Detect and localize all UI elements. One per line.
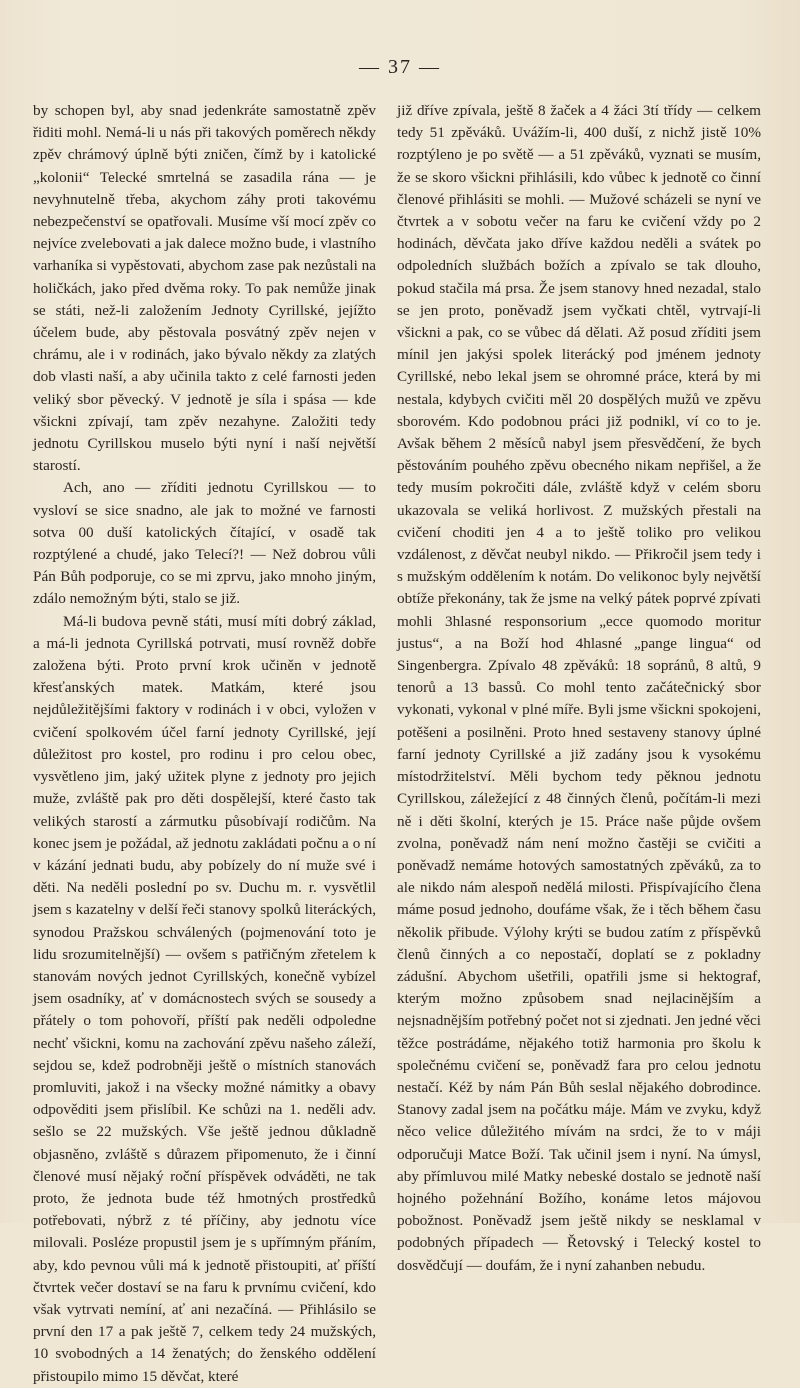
paragraph: Má-li budova pevně státi, musí míti dobrý základ, a má-li jednota Cyrillská potrvati, musí rovněž dobře založena býti. Proto první krok učiněn v jednotě křesťanských matek. Matkám, které jsou nejdůležitějšími faktory v rodinách i v obci, vyložen v cvičení spolkovém účel farní jednoty Cyrillské, její důležitost pro kostel, pro rodinu i pro celou obec, vysvětleno jim, jaký užitek plyne z jednoty pro jejich muže, zvláště pak pro děti dospělejší, které často tak velikých starostí a zármutku působívají rodičům. Na konec jsem je požádal, až jednotu zakládati počnu a o ní v kázání jednati budu, aby pobízely do ní muže své i děti. Na neděli poslední po sv. Duchu m. r. vysvětlil jsem s kazatelny v delší řeči stanovy spolků literáckých, synodou Pražskou schválených (pojmenování toto je lidu srozumitelnější) — ovšem s patřičným zřetelem k stanovám nových jednot Cyrillských, konečně vybízel jsem osadníky, ať v domácnostech svých se sousedy a přátely o tom pohovoří, příští pak neděli odpoledne nechť všickni, komu na zachování zpěvu našeho záleží, sejdou se, kdež podrobněji ještě o místních stanovách promluviti, jakož i na všecky možné námitky a obavy odpověditi jsem přislíbil. Ke schůzi na 1. neděli adv. sešlo se 22 mužských. Vše ještě jednou důkladně objasněno, zvláště s důrazem připomenuto, že i činní členové musí nějaký roční příspěvek odváděti, ne tak proto, že jednota bude též hmotných prostředků potřebovati, nýbrž z té příčiny, aby jednotu více milovali. Posléze propustil jsem je s upřímným přáním, aby, kdo pevnou vůli má k jednotě přistoupiti, ať příští čtvrtek večer dostaví se na faru k prvnímu cvičení, kdo však vytrvati nemíní, ať ani nezačíná. — Přihlásilo se první den 17 a pak ještě 7, celkem tedy 24 mužských, 10 svobodných a 14 ženatých; do ženského oddělení přistoupilo mimo 15 děvčat, které xyxy=(33,612,376,1385)
left-text-column xyxy=(33,100,376,1388)
paragraph: Ach, ano — zříditi jednotu Cyrillskou — to vysloví se sice snadno, ale jak to možné ve farnosti sotva 00 duší katolických čítající, v osadě tak rozptýlené a chudé, jako Telecí?! — Než dobrou vůli Pán Bůh podporuje, co se mi zprvu, jako mnoho jiným, zdálo nemožným býti, stalo se již. xyxy=(33,479,376,608)
paragraph: by schopen byl, aby snad jedenkráte samostatně zpěv řiditi mohl. Nemá-li u nás při takových poměrech někdy zpěv chrámový úplně býti zničen, čímž by i katolické „kolonii“ Telecké smrtelná se zasadila rána — je nevyhnutelně třeba, akychom záhy proti takovému nebezpečenství se opatřovali. Musíme vší mocí zpěv co nejvíce zvelebovati a jak dalece možno bude, i vlastního varhaníka si vypěstovati, abychom zase pak nezůstali na holičkách, jako před dvěma roky. To pak nemůže jinak se státi, než-li založením Jednoty Cyrillské, jejížto účelem bude, aby pěstovala posvátný zpěv nejen v chrámu, ale i v rodinách, jako bývalo někdy za zlatých dob vlasti naší, a aby učinila takto z celé farnosti jeden veliký sbor pěvecký. V jednotě je síla i spása — kde všickni zpívají, tam zpěv nezahyne. Založiti tedy jednotu Cyrillskou muselo býti nyní i naší největší starostí. xyxy=(33,102,376,475)
right-text-column xyxy=(397,100,761,1277)
paragraph: již dříve zpívala, ještě 8 žaček a 4 žáci 3tí třídy — celkem tedy 51 zpěváků. Uvážím-li, 400 duší, z nichž jistě 10% rozptýleno je po světě — a 51 zpěváků, vyznati se musím, že se skoro všickni přihlásili, kdo vůbec k jednotě co činní členové přihlásiti se mohli. — Mužové scházeli se nyní ve čtvrtek a v sobotu večer na faru ke cvičení vždy po 2 hodinách, děvčata jako dříve každou neděli a svátek po odpoledních službách božích a zpívalo se tak dlouho, pokud stačila má prsa. Že jsem stanovy hned nezadal, stalo se jen proto, poněvadž jsem vyčkati chtěl, vytrvají-li všickni a pak, co se vůbec dá dělati. Až posud zříditi jsem mínil jen jakýsi spolek literácký pod jménem jednoty Cyrillské, nebo lekal jsem se ohromné práce, která by mi nestala, kdybych cvičiti měl 20 dospělých mužů ve zpěvu sborovém. Kdo podobnou práci již podnikl, ví co to je. Avšak během 2 měsíců nabyl jsem přesvědčení, že bych pěstováním pouhého zpěvu obecného nikam nepřišel, a že tedy musím pokročiti dále, zvláště když v celém sboru ukazovala se veliká horlivost. Z mužských přestali na cvičení choditi jen 4 a to ještě toliko pro velikou vzdálenost, z děvčat neubyl nikdo. — Přikročil jsem tedy i s mužským oddělením k notám. Do velikonoc byly největší obtíže překonány, tak že jsme na velký pátek poprvé zpívati mohli 3hlasné responsorium „ecce quomodo moritur justus“, a na Boží hod 4hlasné „pange lingua“ od Singenbergra. Zpívalo 48 zpěváků: 18 sopránů, 8 altů, 9 tenorů a 13 bassů. Co mohl tento začátečnický sbor vykonati, vykonal v plné míře. Byli jsme všickni spokojeni, potěšeni a posilněni. Proto hned sestaveny stanovy úplné farní jednoty Cyrillské a již zadány jsou k vysokému místodržitelství. Měli bychom tedy pěknou jednotu Cyrillskou, záležející z 48 činných členů, počítám-li mezi ně i děti školní, kterých je 15. Práce naše půjde ovšem zvolna, poněvadž nám není možno častěji se cvičiti a poněvadž nemáme hotových samostatných zpěváků, za to ale nikdo nám alespoň nedělá milosti. Přispívajícího člena máme posud jednoho, doufáme však, že i těch během času několik přibude. Výlohy krýti se budou zatím z příspěvků členů činných a co nepostačí, doplatí se z pokladny zádušní. Abychom ušetřili, opatřili jsme si hektograf, kterým možno způsobem snad nejlacinějším a nejsnadnějším potřebný počet not si zjednati. Jen jedné věci těžce postrádáme, nějakého totiž harmonia pro školu k společnému cvičení se, poněvadž fara pro celou jednotu nestačí. Kéž by nám Pán Bůh seslal nějakého dobrodince. Stanovy zadal jsem na počátku máje. Mám ve zvyku, když něco velice důležitého mívám na srdci, že to v máji odporučuji Matce Boží. Tak učinil jsem i nyní. Na úmysl, aby přímluvou milé Matky nebeské dostalo se jednotě naší hojného požehnání Božího, konáme letos májovou pobožnost. Poněvadž jsem ještě nikdy se nesklamal v podobných případech — Řetovský i Telecký kostel to dosvědčují — doufám, že i nyní zahanben nebudu. xyxy=(397,102,761,1274)
page-number: — 37 — xyxy=(359,56,441,78)
